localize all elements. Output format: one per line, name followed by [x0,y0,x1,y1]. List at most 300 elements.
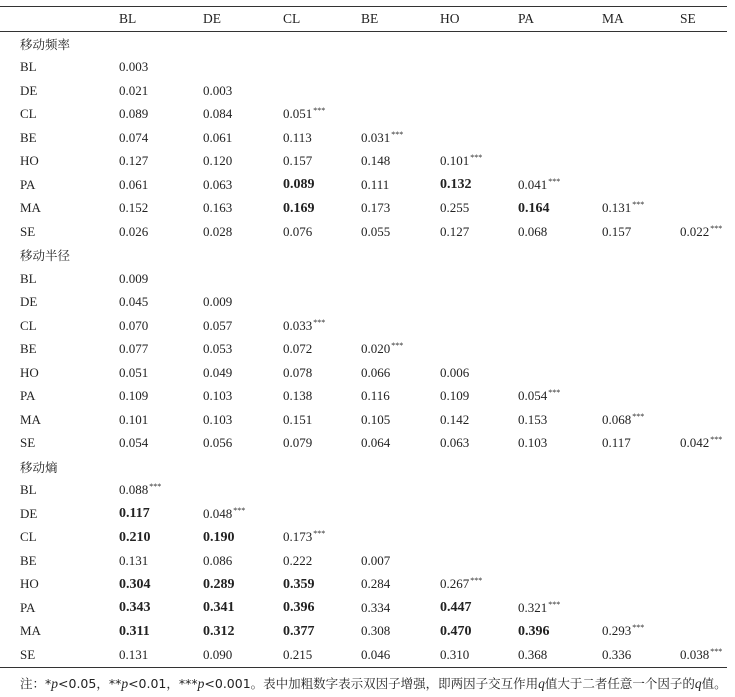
table-cell [283,314,361,338]
cell-value: 0.022 [680,223,710,239]
table-cell [283,103,361,127]
cell-value: 0.173 [283,529,313,545]
cell-value: 0.321 [518,599,548,615]
table-cell [203,479,283,503]
row-label: BL [20,59,37,75]
table-cell [203,291,283,315]
table-cell [440,643,518,667]
cell-value: 0.061 [119,176,149,192]
table-row [0,596,727,620]
section-header-row [0,455,727,479]
row-label: HO [20,364,39,380]
table-cell [602,291,680,315]
row-label: DE [20,294,38,310]
row-label: MA [20,200,41,216]
table-cell [119,314,203,338]
note-q-symbol: q [538,676,545,691]
table-cell [203,502,283,526]
table-cell [680,432,727,456]
table-row [0,573,727,597]
cell-value-bold: 0.289 [203,576,235,592]
table-cell [203,56,283,80]
table-cell [361,479,440,503]
cell-value: 0.074 [119,129,149,145]
table-cell [361,361,440,385]
cell-value: 0.077 [119,341,149,357]
table-cell [680,643,727,667]
cell-value: 0.055 [361,223,391,239]
cell-value: 0.086 [203,552,233,568]
significance-marker: *** [632,411,645,421]
table-cell [518,126,602,150]
cell-value: 0.105 [361,411,391,427]
cell-value: 0.117 [602,435,631,451]
table-footnote [20,674,727,692]
table-cell [119,549,203,573]
significance-marker: *** [710,223,723,233]
cell-value: 0.061 [203,129,233,145]
cell-value: 0.076 [283,223,313,239]
cell-value: 0.003 [119,59,149,75]
table-cell [203,126,283,150]
significance-marker: *** [548,176,561,186]
table-cell [119,620,203,644]
table-cell [119,267,203,291]
table-cell [119,150,203,174]
table-cell [119,56,203,80]
cell-value: 0.284 [361,576,391,592]
table-cell [602,361,680,385]
cell-value: 0.334 [361,599,391,615]
table-cell [680,596,727,620]
significance-marker: *** [391,129,404,139]
cell-value: 0.103 [203,388,233,404]
cell-value: 0.090 [203,646,233,662]
table-cell [440,502,518,526]
table-cell [203,526,283,550]
col-header: PA [518,7,602,32]
cell-value: 0.368 [518,646,548,662]
table-row [0,150,727,174]
table-cell [361,291,440,315]
cell-value-bold: 0.304 [119,576,151,592]
cell-value: 0.131 [119,646,149,662]
cell-value: 0.007 [361,552,391,568]
table-cell [119,126,203,150]
table-row [0,197,727,221]
table-cell [518,56,602,80]
table-cell [361,150,440,174]
table-cell [203,385,283,409]
table-cell [440,197,518,221]
cell-value: 0.157 [283,153,313,169]
table-cell [203,432,283,456]
cell-value: 0.078 [283,364,313,380]
table-cell [119,385,203,409]
cell-value: 0.308 [361,623,391,639]
cell-value: 0.051 [283,106,313,122]
table-cell [203,620,283,644]
table-cell [680,79,727,103]
cell-value-bold: 0.341 [203,600,235,616]
table-cell [602,385,680,409]
cell-value-bold: 0.190 [203,529,235,545]
table-cell [440,314,518,338]
table-cell [602,103,680,127]
table-cell [680,103,727,127]
cell-value: 0.101 [119,411,149,427]
cell-value: 0.310 [440,646,470,662]
significance-marker: *** [313,317,326,327]
table-cell [283,126,361,150]
table-row [0,56,727,80]
table-cell [203,197,283,221]
table-row [0,103,727,127]
cell-value-bold: 0.377 [283,623,315,639]
row-label: CL [20,317,37,333]
note-q-symbol: q [694,676,702,691]
cell-value-bold: 0.311 [119,623,150,639]
table-cell [283,197,361,221]
table-cell [361,56,440,80]
table-cell [119,291,203,315]
significance-marker: *** [710,435,723,445]
table-cell [283,291,361,315]
table-cell [680,220,727,244]
table-cell [361,596,440,620]
table-cell [680,573,727,597]
table-cell [680,620,727,644]
table-row [0,549,727,573]
cell-value: 0.101 [440,153,470,169]
table-cell [361,314,440,338]
col-header: SE [680,7,727,32]
note-prefix: 注： [20,676,46,691]
table-cell [440,432,518,456]
table-cell [440,173,518,197]
table-cell [283,150,361,174]
cell-value: 0.293 [602,623,632,639]
table-row [0,338,727,362]
row-label: MA [20,623,41,639]
table-cell [361,502,440,526]
table-cell [119,573,203,597]
table-cell [203,596,283,620]
row-label: PA [20,176,36,192]
cell-value: 0.148 [361,153,391,169]
row-label: BE [20,552,37,568]
table-row [0,361,727,385]
cell-value: 0.006 [440,364,470,380]
header-corner [0,7,119,32]
table-cell [680,502,727,526]
significance-marker: *** [149,482,162,492]
table-cell [518,103,602,127]
cell-value: 0.026 [119,223,149,239]
col-header: HO [440,7,518,32]
col-header: MA [602,7,680,32]
cell-value-bold: 0.343 [119,600,151,616]
table-cell [203,220,283,244]
table-cell [602,526,680,550]
table-cell [440,56,518,80]
cell-value-bold: 0.359 [283,576,315,592]
table-row [0,526,727,550]
significance-marker: *** [391,341,404,351]
col-header: DE [203,7,283,32]
cell-value-bold: 0.312 [203,623,235,639]
significance-marker: *** [470,576,483,586]
table-cell [440,291,518,315]
table-cell [440,549,518,573]
table-cell [518,220,602,244]
cell-value: 0.089 [119,106,149,122]
table-cell [119,79,203,103]
row-label: PA [20,599,36,615]
cell-value: 0.054 [518,388,548,404]
table-cell [518,361,602,385]
cell-value: 0.068 [518,223,548,239]
table-row [0,79,727,103]
table-cell [283,361,361,385]
cell-value: 0.049 [203,364,233,380]
cell-value: 0.255 [440,200,470,216]
section-title: 移动熵 [20,459,58,475]
note-text: <0.001。表中加粗数字表示双因子增强，即两因子交互作用 [204,676,539,691]
table-cell [361,103,440,127]
table-cell [680,385,727,409]
table-row [0,408,727,432]
table-cell [361,385,440,409]
row-label: CL [20,106,37,122]
table-cell [680,267,727,291]
table-cell [518,173,602,197]
table-cell [602,620,680,644]
table-cell [361,338,440,362]
table-cell [283,502,361,526]
table-cell [361,643,440,667]
table-cell [518,385,602,409]
significance-marker: *** [548,388,561,398]
table-cell [602,150,680,174]
cell-value: 0.079 [283,435,313,451]
table-cell [680,173,727,197]
cell-value: 0.066 [361,364,391,380]
table-cell [361,220,440,244]
table-cell [518,643,602,667]
table-cell [440,596,518,620]
cell-value: 0.028 [203,223,233,239]
cell-value: 0.009 [119,270,149,286]
table-cell [602,197,680,221]
row-label: DE [20,505,38,521]
header-row [0,7,727,32]
table-cell [680,126,727,150]
table-cell [518,620,602,644]
table-cell [602,267,680,291]
table-cell [680,549,727,573]
note-text: <0.05， [58,676,109,691]
table-row [0,643,727,667]
table-cell [283,596,361,620]
note-stars: *** [178,676,198,691]
table-cell [119,361,203,385]
cell-value: 0.041 [518,176,548,192]
row-label: SE [0,643,119,667]
section-title: 移动频率 [20,36,71,52]
table-cell [361,620,440,644]
cell-value-bold: 0.396 [518,623,550,639]
table-cell [283,549,361,573]
table-cell [203,79,283,103]
table-cell [602,643,680,667]
row-label: BL [20,482,37,498]
cell-value: 0.267 [440,576,470,592]
cell-value: 0.020 [361,341,391,357]
table-cell [518,502,602,526]
table-cell [602,502,680,526]
cell-value: 0.173 [361,200,391,216]
table-cell [203,103,283,127]
table-cell [119,502,203,526]
cell-value: 0.163 [203,200,233,216]
table-cell [602,126,680,150]
table-cell [283,79,361,103]
table-cell [680,56,727,80]
table-cell [283,526,361,550]
cell-value: 0.068 [602,411,632,427]
table-row [0,126,727,150]
table-cell [203,643,283,667]
interaction-detector-table [0,6,727,668]
table-row [0,314,727,338]
table-cell [518,432,602,456]
table-cell [602,408,680,432]
cell-value: 0.070 [119,317,149,333]
table-cell [602,338,680,362]
table-cell [119,173,203,197]
significance-marker: *** [632,623,645,633]
table-cell [440,573,518,597]
table-cell [602,79,680,103]
section-header-row [0,244,727,268]
table-cell [680,197,727,221]
cell-value: 0.138 [283,388,313,404]
table-row [0,267,727,291]
cell-value: 0.151 [283,411,313,427]
table-cell [440,620,518,644]
table-cell [119,408,203,432]
table-cell [119,643,203,667]
note-p-symbol: p [197,676,205,691]
table-cell [680,361,727,385]
table-cell [283,267,361,291]
table-cell [602,549,680,573]
table-cell [602,56,680,80]
cell-value: 0.153 [518,411,548,427]
cell-value: 0.222 [283,552,313,568]
cell-value: 0.003 [203,82,233,98]
cell-value: 0.063 [440,435,470,451]
table-cell [518,291,602,315]
cell-value: 0.053 [203,341,233,357]
cell-value: 0.152 [119,200,149,216]
cell-value: 0.021 [119,82,149,98]
note-stars: * [45,676,52,691]
table-cell [440,79,518,103]
cell-value: 0.109 [440,388,470,404]
table-cell [680,526,727,550]
cell-value: 0.215 [283,646,313,662]
table-cell [602,596,680,620]
row-label: BL [20,270,37,286]
table-cell [361,573,440,597]
table-row [0,502,727,526]
note-p-symbol: p [121,676,129,691]
row-label: BE [20,129,37,145]
table-cell [203,150,283,174]
cell-value: 0.084 [203,106,233,122]
table-cell [203,573,283,597]
significance-marker: *** [710,646,723,656]
table-row [0,385,727,409]
table-cell [283,56,361,80]
cell-value: 0.063 [203,176,233,192]
row-label: BE [20,341,37,357]
cell-value: 0.131 [602,200,632,216]
cell-value: 0.120 [203,153,233,169]
table-cell [361,408,440,432]
table-cell [203,408,283,432]
table-row [0,173,727,197]
table-cell [119,526,203,550]
table-cell [283,479,361,503]
significance-marker: *** [233,505,246,515]
cell-value: 0.127 [440,223,470,239]
cell-value: 0.056 [203,435,233,451]
row-label: CL [20,529,37,545]
table-cell [602,432,680,456]
table-row [0,432,727,456]
cell-value: 0.127 [119,153,149,169]
table-cell [283,385,361,409]
table-cell [283,620,361,644]
cell-value: 0.072 [283,341,313,357]
table-row [0,620,727,644]
note-text: 值大于二者任意一个因子的 [544,676,695,691]
cell-value: 0.038 [680,646,710,662]
table-cell [602,314,680,338]
note-text: 值。 [701,676,727,691]
table-cell [680,291,727,315]
table-cell [203,267,283,291]
table-cell [440,361,518,385]
table-cell [680,338,727,362]
significance-marker: *** [313,529,326,539]
cell-value: 0.009 [203,294,233,310]
table-cell [602,573,680,597]
table-cell [361,173,440,197]
table-cell [518,596,602,620]
table-cell [283,173,361,197]
table-cell [518,338,602,362]
cell-value: 0.131 [119,552,149,568]
table-cell [361,267,440,291]
table-cell [361,549,440,573]
table-cell [518,408,602,432]
cell-value-bold: 0.447 [440,600,472,616]
table-cell [518,314,602,338]
